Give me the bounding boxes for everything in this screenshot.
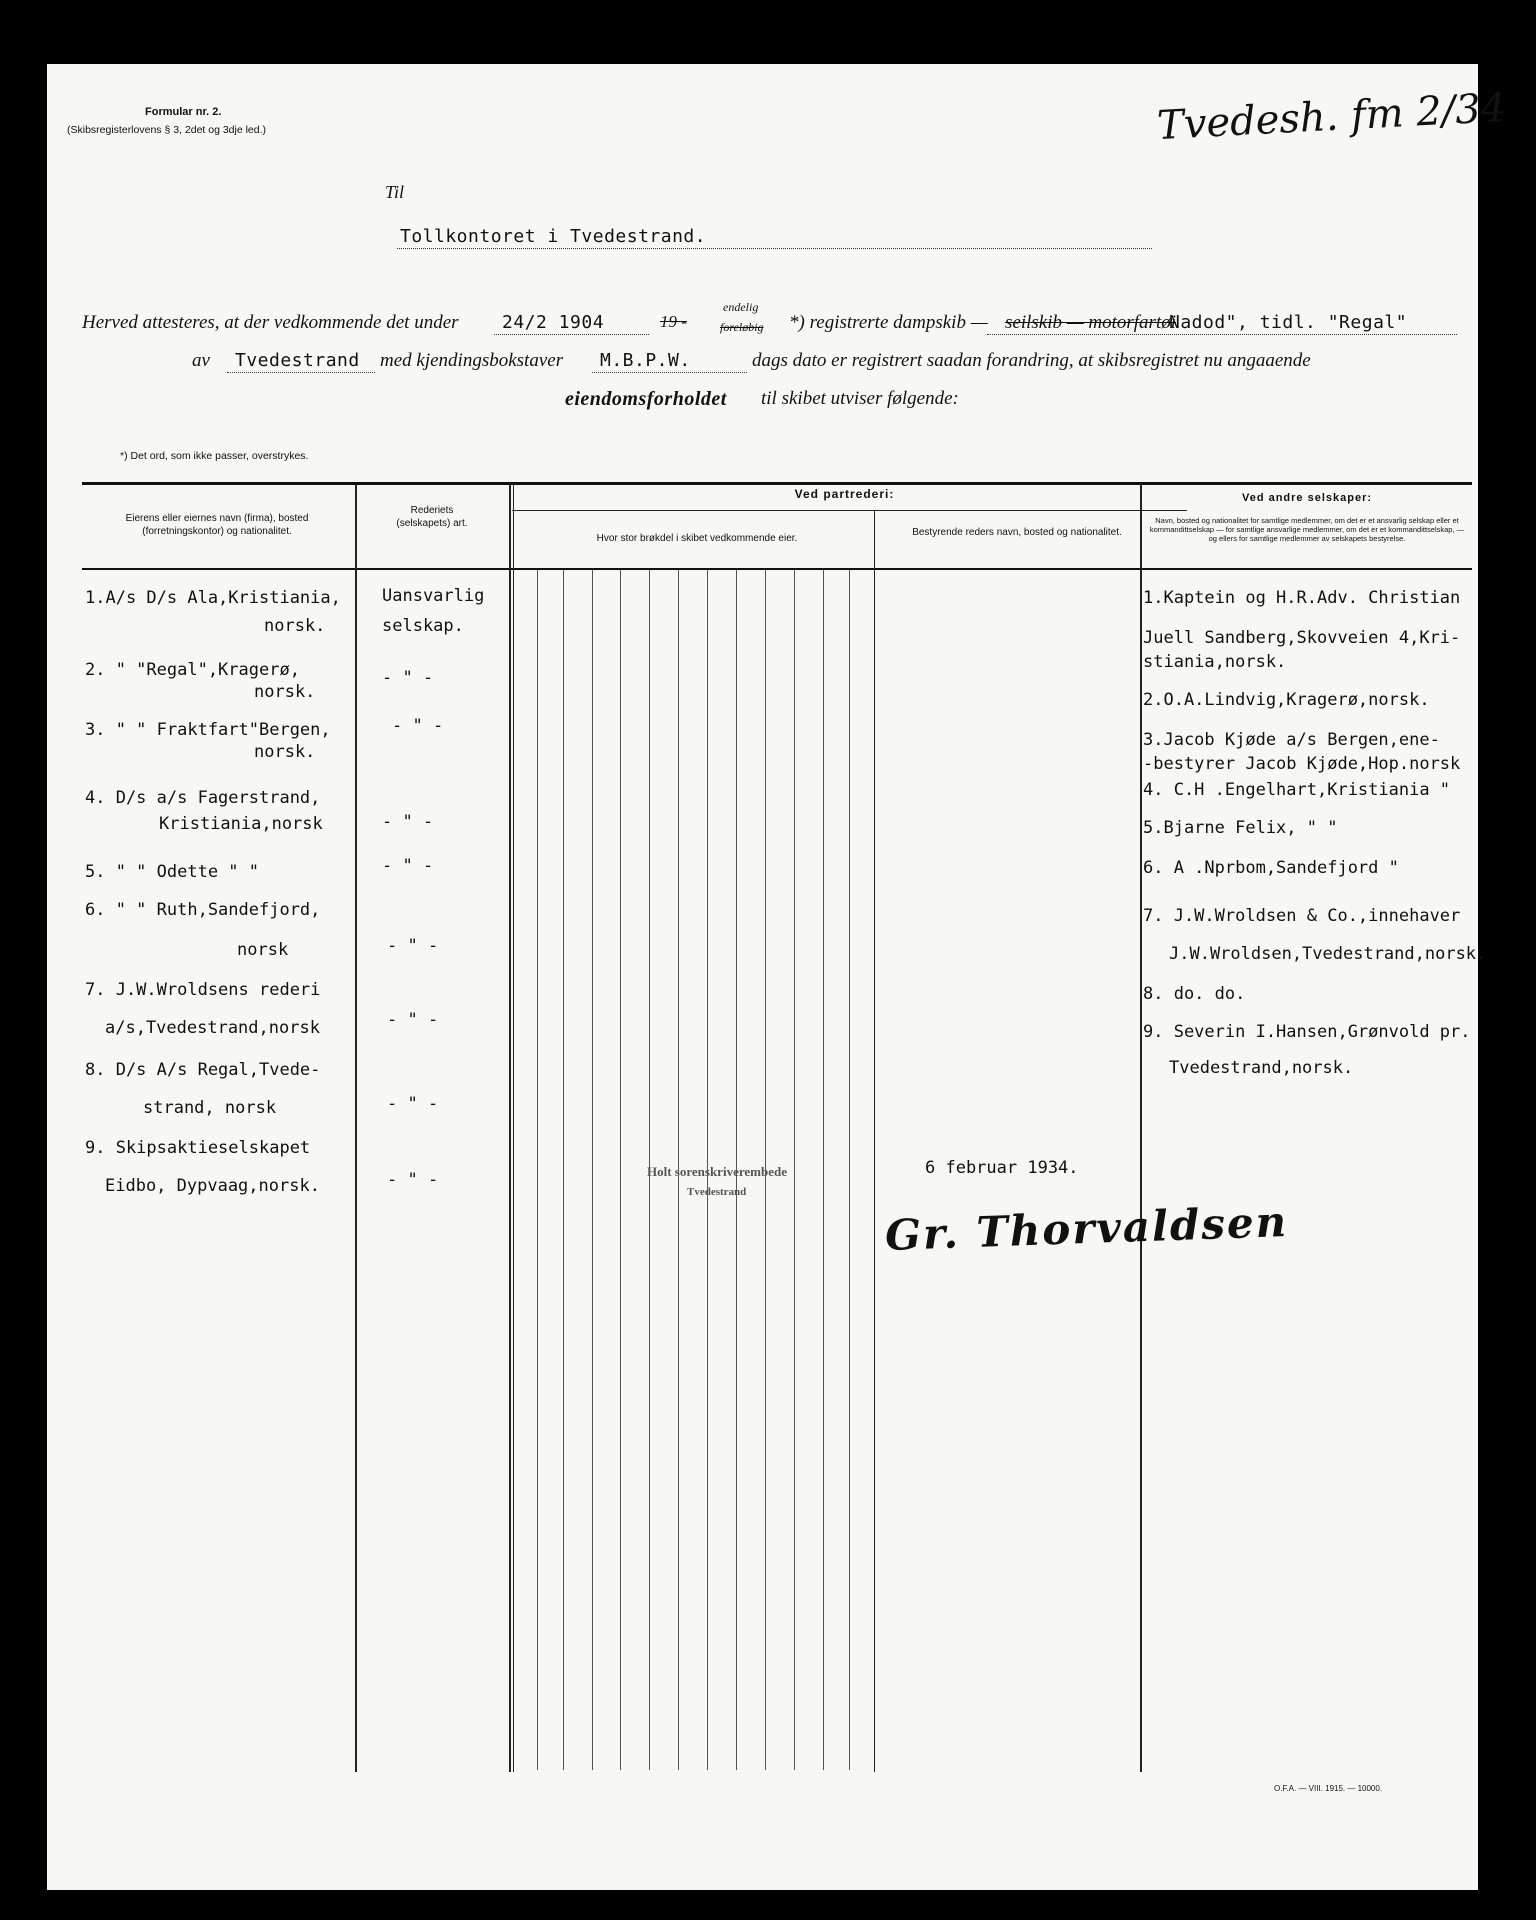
attestation-prefix: Herved attesteres, at der vedkommende det under: [82, 312, 459, 333]
owner-8: 8. D/s A/s Regal,Tvede-: [85, 1060, 321, 1080]
table-top-rule: [82, 482, 1472, 485]
attestation-middle: *) registrerte dampskib —: [789, 312, 988, 333]
header-manager: Bestyrende reders navn, bosted og nationalitet.: [912, 527, 1122, 538]
callsign-dotline: [592, 372, 747, 373]
member-line-8: 5.Bjarne Felix, " ": [1143, 818, 1338, 838]
registration-date: 24/2 1904: [502, 312, 605, 333]
member-line-13: 9. Severin I.Hansen,Grønvold pr.: [1143, 1022, 1471, 1042]
struck-vessel-types: seilskib — motorfartøi: [1005, 312, 1177, 333]
header-other-companies: Ved andre selskaper:: [1241, 492, 1373, 504]
share-ruling: [823, 570, 824, 1770]
year-blank: 19 -: [660, 312, 687, 331]
document-page: [47, 64, 1508, 1890]
footnote: *) Det ord, som ikke passer, overstrykes.: [120, 450, 309, 462]
owner-1-nat: norsk.: [264, 616, 326, 636]
owner-5: 5. " " Odette " ": [85, 862, 259, 882]
owner-1: 1.A/s D/s Ala,Kristiania,: [85, 588, 341, 608]
to-label: Til: [385, 182, 405, 202]
owner-6-nat: norsk: [237, 940, 289, 960]
handwritten-note: Tvedesh. fm 2/34: [1156, 84, 1508, 150]
member-line-5: 3.Jacob Kjøde a/s Bergen,ene-: [1143, 730, 1440, 750]
company-type-1: Uansvarlig: [382, 586, 485, 606]
col-divider-1: [355, 484, 357, 1772]
col-divider-2: [509, 484, 511, 1772]
signature: Gr. Thorvaldsen: [884, 1196, 1289, 1261]
partrederi-subrule: [512, 510, 1187, 511]
ship-name: Nadod", tidl. "Regal": [1169, 312, 1408, 333]
col-divider-4: [1140, 484, 1142, 1772]
signature-date: 6 februar 1934.: [925, 1158, 1079, 1178]
member-line-2: Juell Sandberg,Skovveien 4,Kri-: [1143, 628, 1461, 648]
company-type-4: - " -: [382, 812, 434, 832]
header-company-type: Rederiets (selskapets) art.: [396, 505, 468, 529]
official-stamp-line1: Holt sorenskriverembede: [647, 1164, 787, 1179]
company-type-9: - " -: [387, 1170, 439, 1190]
av-label: av: [192, 350, 210, 371]
header-owners: Eierens eller eiernes navn (firma), bosted (forretningskontor) og nationalitet.: [125, 513, 309, 537]
company-type-5: - " -: [382, 856, 434, 876]
share-ruling: [849, 570, 850, 1770]
table-header-rule: [82, 568, 1472, 570]
word-forelobig: foreløbig: [720, 320, 764, 334]
share-ruling: [794, 570, 795, 1770]
date-dotline: [494, 334, 649, 335]
member-line-14: Tvedestrand,norsk.: [1169, 1058, 1354, 1078]
owner-3: 3. " " Fraktfart"Bergen,: [85, 720, 331, 740]
company-type-6: - " -: [387, 936, 439, 956]
port-dotline: [227, 372, 375, 373]
ship-dotline: [987, 334, 1457, 335]
header-partrederi: Ved partrederi:: [794, 487, 895, 501]
share-ruling: [592, 570, 593, 1770]
header-share: Hvor stor brøkdel i skibet vedkommende eier.: [596, 533, 798, 544]
home-port: Tvedestrand: [235, 350, 360, 371]
owner-7-nat: a/s,Tvedestrand,norsk: [105, 1018, 320, 1038]
owner-4-nat: Kristiania,norsk: [159, 814, 323, 834]
member-line-1: 1.Kaptein og H.R.Adv. Christian: [1143, 588, 1461, 608]
owner-6: 6. " " Ruth,Sandefjord,: [85, 900, 321, 920]
member-line-10: 7. J.W.Wroldsen & Co.,innehaver: [1143, 906, 1461, 926]
header-other-sub: Navn, bosted og nationalitet for samtlige medlemmer, om det er et ansvarlig selskap eller et kommandittselskap — for samtlige ansvarlige medlemmer, om det er et kommandittselskap, — og ellers for samtlige medlemmer av selskapets bestyrelse.: [1149, 516, 1465, 543]
owner-8-nat: strand, norsk: [143, 1098, 277, 1118]
company-type-7: - " -: [387, 1010, 439, 1030]
printer-imprint: O.F.A. — VIII. 1915. — 10000.: [1274, 1784, 1383, 1793]
owner-9: 9. Skipsaktieselskapet: [85, 1138, 311, 1158]
col-divider-3-head: [874, 510, 875, 570]
company-type-8: - " -: [387, 1094, 439, 1114]
member-line-12: 8. do. do.: [1143, 984, 1246, 1004]
office-dotline: [397, 248, 1152, 249]
form-number: Formular nr. 2.: [145, 106, 222, 118]
share-ruling: [537, 570, 538, 1770]
share-ruling: [563, 570, 564, 1770]
owner-4: 4. D/s a/s Fagerstrand,: [85, 788, 321, 808]
share-ruling: [620, 570, 621, 1770]
owner-2-nat: norsk.: [254, 682, 316, 702]
callsign-label: med kjendingsbokstaver: [380, 350, 564, 371]
form-reference: (Skibsregisterlovens § 3, 2det og 3dje led.): [67, 124, 267, 136]
eiendomsforholdet: eiendomsforholdet: [565, 388, 727, 410]
owner-9-nat: Eidbo, Dypvaag,norsk.: [105, 1176, 320, 1196]
official-stamp-line2: Tvedestrand: [687, 1186, 747, 1198]
owner-2: 2. " "Regal",Kragerø,: [85, 660, 300, 680]
member-line-3: stiania,norsk.: [1143, 652, 1287, 672]
word-endelig: endelig: [723, 300, 759, 314]
member-line-11: J.W.Wroldsen,Tvedestrand,norsk.: [1169, 944, 1487, 964]
attestation-line2-suffix: dags dato er registrert saadan forandring, at skibsregistret nu angaaende: [752, 350, 1311, 371]
col-divider-2b: [513, 484, 514, 1772]
member-line-7: 4. C.H .Engelhart,Kristiania ": [1143, 780, 1451, 800]
company-type-2: - " -: [382, 668, 434, 688]
member-line-4: 2.O.A.Lindvig,Kragerø,norsk.: [1143, 690, 1430, 710]
callsign: M.B.P.W.: [600, 350, 691, 371]
company-type-3: - " -: [392, 716, 444, 736]
owner-3-nat: norsk.: [254, 742, 316, 762]
col-divider-3: [874, 570, 875, 1772]
company-type-1b: selskap.: [382, 616, 464, 636]
member-line-9: 6. A .Nprbom,Sandefjord ": [1143, 858, 1399, 878]
attestation-line3-suffix: til skibet utviser følgende:: [761, 388, 959, 409]
office-name: Tollkontoret i Tvedestrand.: [400, 226, 707, 247]
owner-7: 7. J.W.Wroldsens rederi: [85, 980, 321, 1000]
member-line-6: -bestyrer Jacob Kjøde,Hop.norsk: [1143, 754, 1461, 774]
